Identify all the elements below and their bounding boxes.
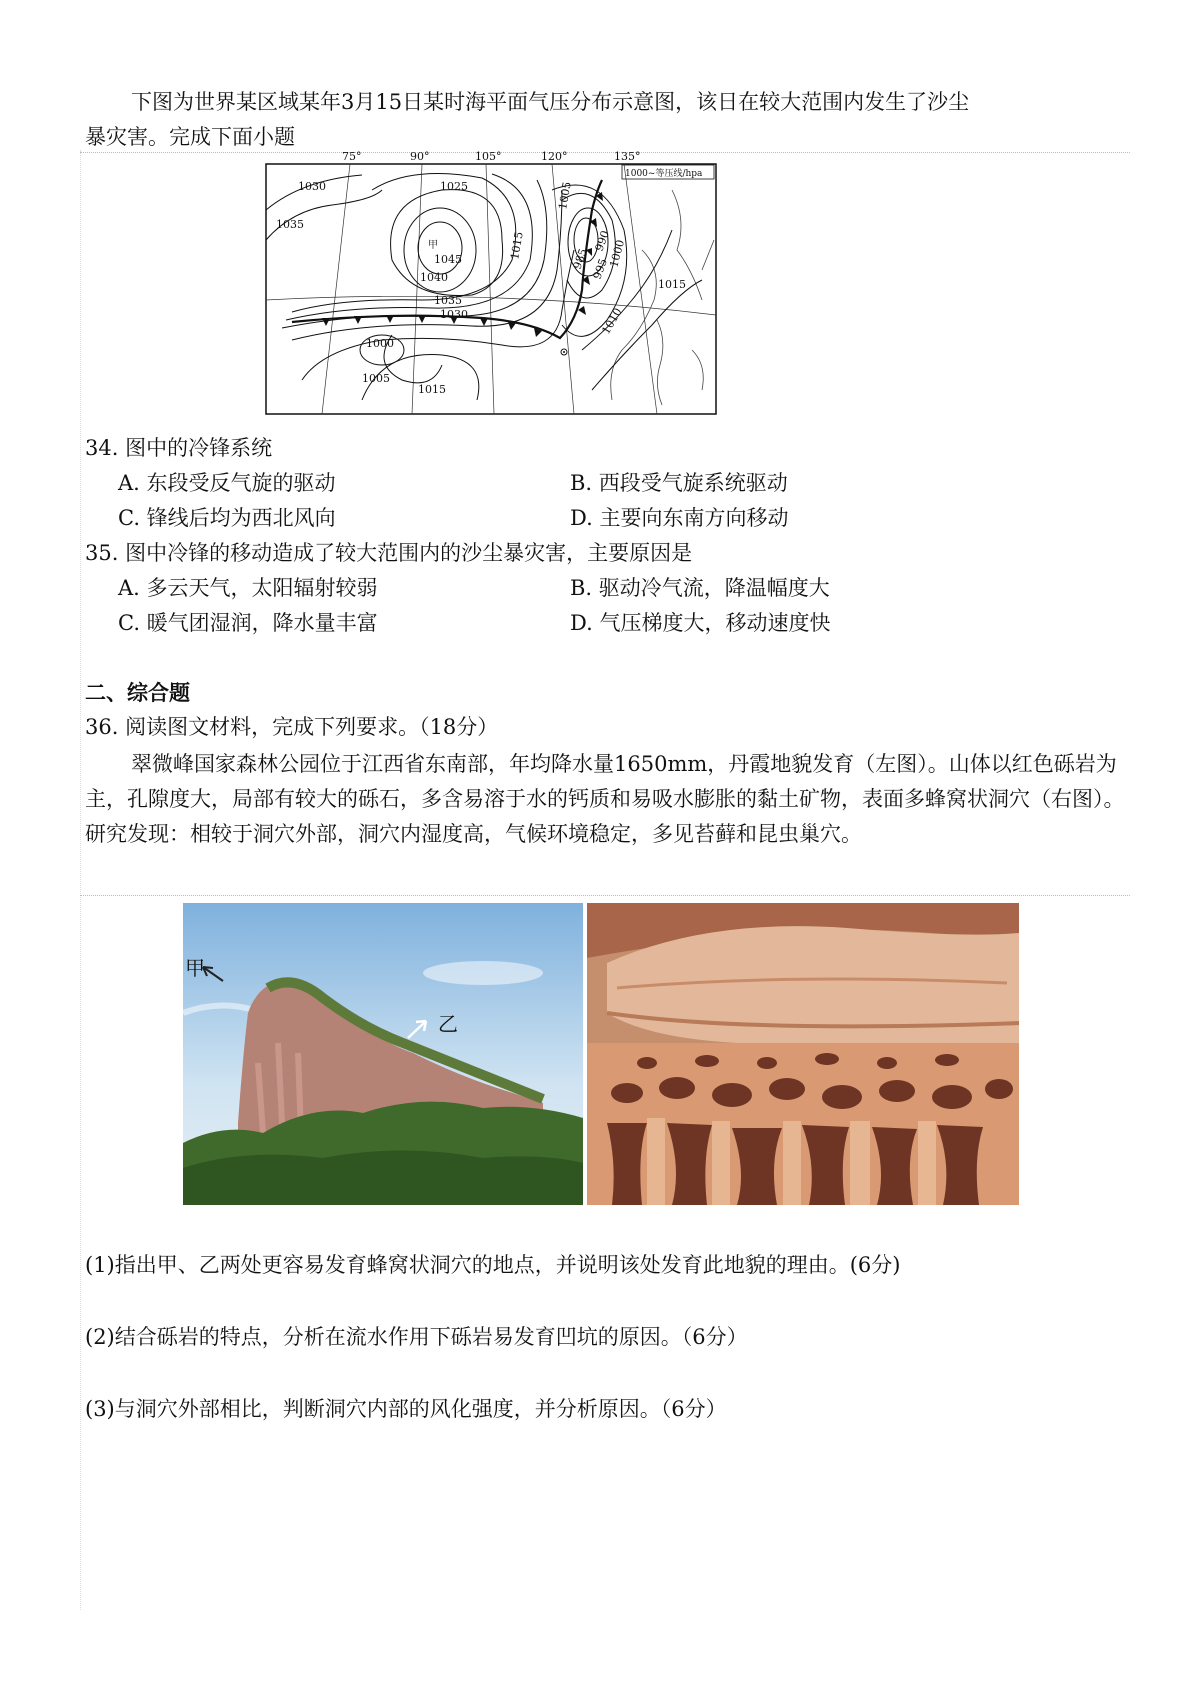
- q34-option-b: B. 西段受气旋系统驱动: [570, 471, 788, 495]
- pressure-map: [262, 150, 722, 418]
- q35-option-d: D. 气压梯度大，移动速度快: [570, 611, 831, 635]
- photo-label-jia: 甲: [185, 956, 205, 980]
- lon-label-135: 135°: [614, 150, 641, 163]
- q36-sub1: (1)指出甲、乙两处更容易发育蜂窝状洞穴的地点，并说明该处发育此地貌的理由。(6分): [85, 1253, 901, 1277]
- divider: [80, 895, 1130, 896]
- high-center-label: 甲: [428, 240, 438, 251]
- honeycomb-rock-photo: [587, 903, 1019, 1205]
- lon-label-105: 105°: [475, 150, 502, 163]
- q36-sub2: (2)结合砾岩的特点，分析在流水作用下砾岩易发育凹坑的原因。（6分）: [85, 1325, 748, 1349]
- isobar-label: 1005: [556, 180, 574, 211]
- isobar-label: 1035: [276, 218, 304, 231]
- isobar-label: 1045: [434, 253, 462, 266]
- mountain-svg: [183, 903, 583, 1205]
- q36-sub3: (3)与洞穴外部相比，判断洞穴内部的风化强度，并分析原因。（6分）: [85, 1397, 727, 1421]
- q35-option-a: A. 多云天气，太阳辐射较弱: [118, 576, 378, 600]
- isobar-label: 1025: [440, 180, 468, 193]
- q34-stem: 34. 图中的冷锋系统: [85, 436, 273, 460]
- isobar-label: 1005: [362, 372, 390, 385]
- isobar-label: 1000: [607, 238, 628, 269]
- q35-option-b: B. 驱动冷气流，降温幅度大: [570, 576, 830, 600]
- isobar-label: 1015: [508, 230, 526, 261]
- intro-line-2: 暴灾害。完成下面小题: [85, 125, 295, 149]
- q34-option-d: D. 主要向东南方向移动: [570, 506, 789, 530]
- danxia-mountain-photo: [183, 903, 583, 1205]
- isobar-label: 1030: [440, 308, 468, 321]
- isobar-label: 1040: [420, 271, 448, 284]
- isobar-label: 1015: [658, 278, 686, 291]
- q35-option-c: C. 暖气团湿润，降水量丰富: [118, 611, 378, 635]
- intro-line-1: 下图为世界某区域某年3月15日某时海平面气压分布示意图，该日在较大范围内发生了沙尘: [131, 90, 970, 114]
- lon-label-75: 75°: [342, 150, 362, 163]
- section-title: 二、综合题: [85, 681, 190, 705]
- isobar-label: 1010: [599, 305, 625, 337]
- q34-option-c: C. 锋线后均为西北风向: [118, 506, 336, 530]
- isobar-label: 1030: [298, 180, 326, 193]
- lon-label-90: 90°: [410, 150, 430, 163]
- q35-stem: 35. 图中冷锋的移动造成了较大范围内的沙尘暴灾害，主要原因是: [85, 541, 693, 565]
- isobar-map-svg: [262, 150, 722, 418]
- legend-text: 1000~等压线/hpa: [625, 169, 703, 179]
- q36-stem: 36. 阅读图文材料，完成下列要求。（18分）: [85, 715, 499, 739]
- q36-material: 翠微峰国家森林公园位于江西省东南部，年均降水量1650mm，丹霞地貌发育（左图）。山体以红色砾岩为主，孔隙度大，局部有较大的砾石，多含易溶于水的钙质和易吸水膨胀的黏土矿物，表面多蜂窝状洞穴（右图）。研究发现：相较于洞穴外部，洞穴内湿度高，气候环境稳定，多见苔藓和昆虫巢穴。: [85, 752, 1125, 846]
- isobar-label: 990: [592, 228, 613, 254]
- honeycomb-svg: [587, 903, 1019, 1205]
- isobar-label: 995: [590, 256, 611, 282]
- isobar-label: 1015: [418, 383, 446, 396]
- photo-label-yi: 乙: [438, 1012, 458, 1036]
- isobar-label: 985: [570, 246, 591, 272]
- isobar-label: 1035: [434, 294, 462, 307]
- lon-label-120: 120°: [541, 150, 568, 163]
- q34-option-a: A. 东段受反气旋的驱动: [118, 471, 336, 495]
- isobar-label: 1000: [366, 337, 394, 350]
- margin-guide: [80, 150, 81, 1610]
